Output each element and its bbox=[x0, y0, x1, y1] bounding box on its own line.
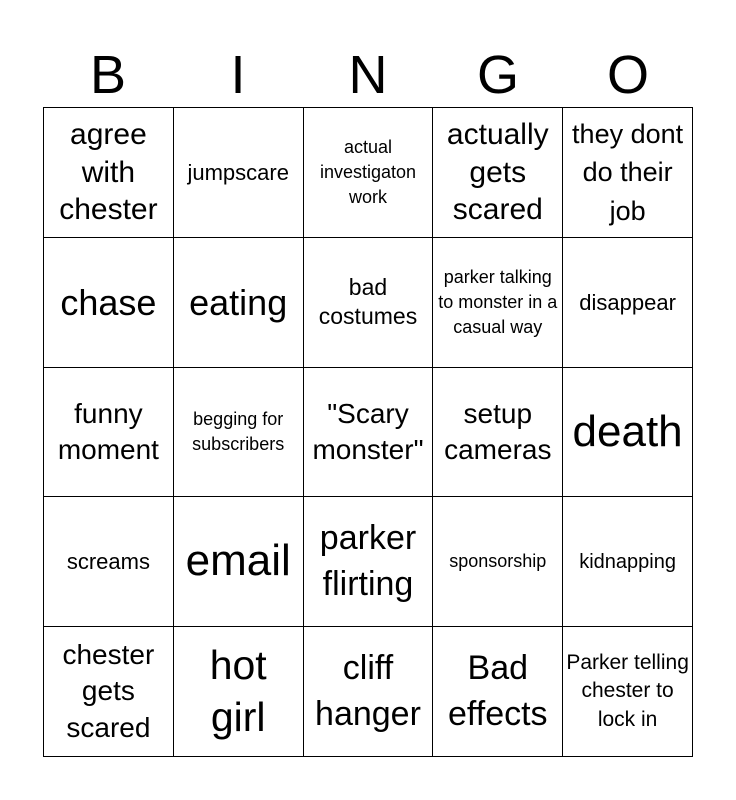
bingo-cell[interactable]: actual investigaton work bbox=[304, 108, 434, 238]
header-letter-b: B bbox=[89, 45, 127, 105]
bingo-cell[interactable]: Bad effects bbox=[433, 627, 563, 757]
bingo-cell[interactable]: death bbox=[563, 368, 693, 498]
bingo-cell[interactable]: they dont do their job bbox=[563, 108, 693, 238]
bingo-header bbox=[43, 44, 693, 106]
bingo-cell[interactable]: email bbox=[174, 497, 304, 627]
bingo-cell[interactable]: parker talking to monster in a casual way bbox=[433, 238, 563, 368]
bingo-cell[interactable]: hot girl bbox=[174, 627, 304, 757]
bingo-cell[interactable]: jumpscare bbox=[174, 108, 304, 238]
bingo-cell[interactable]: screams bbox=[44, 497, 174, 627]
bingo-cell[interactable]: chase bbox=[44, 238, 174, 368]
bingo-cell[interactable]: setup cameras bbox=[433, 368, 563, 498]
bingo-cell[interactable]: cliff hanger bbox=[304, 627, 434, 757]
header-letter-o: O bbox=[606, 45, 649, 105]
bingo-cell[interactable]: Parker telling chester to lock in bbox=[563, 627, 693, 757]
bingo-cell[interactable]: sponsorship bbox=[433, 497, 563, 627]
bingo-cell[interactable]: kidnapping bbox=[563, 497, 693, 627]
bingo-cell[interactable]: eating bbox=[174, 238, 304, 368]
bingo-cell[interactable]: agree with chester bbox=[44, 108, 174, 238]
bingo-cell[interactable]: begging for subscribers bbox=[174, 368, 304, 498]
header-letter-n: N bbox=[348, 45, 388, 105]
bingo-grid bbox=[43, 107, 693, 757]
bingo-cell[interactable]: actually gets scared bbox=[433, 108, 563, 238]
header-letter-i: I bbox=[230, 45, 246, 105]
bingo-cell[interactable]: funny moment bbox=[44, 368, 174, 498]
bingo-cell[interactable]: parker flirting bbox=[304, 497, 434, 627]
bingo-cell[interactable]: chester gets scared bbox=[44, 627, 174, 757]
bingo-cell[interactable]: bad costumes bbox=[304, 238, 434, 368]
bingo-cell[interactable]: disappear bbox=[563, 238, 693, 368]
bingo-cell[interactable]: "Scary monster" bbox=[304, 368, 434, 498]
header-letter-g: G bbox=[476, 45, 519, 105]
